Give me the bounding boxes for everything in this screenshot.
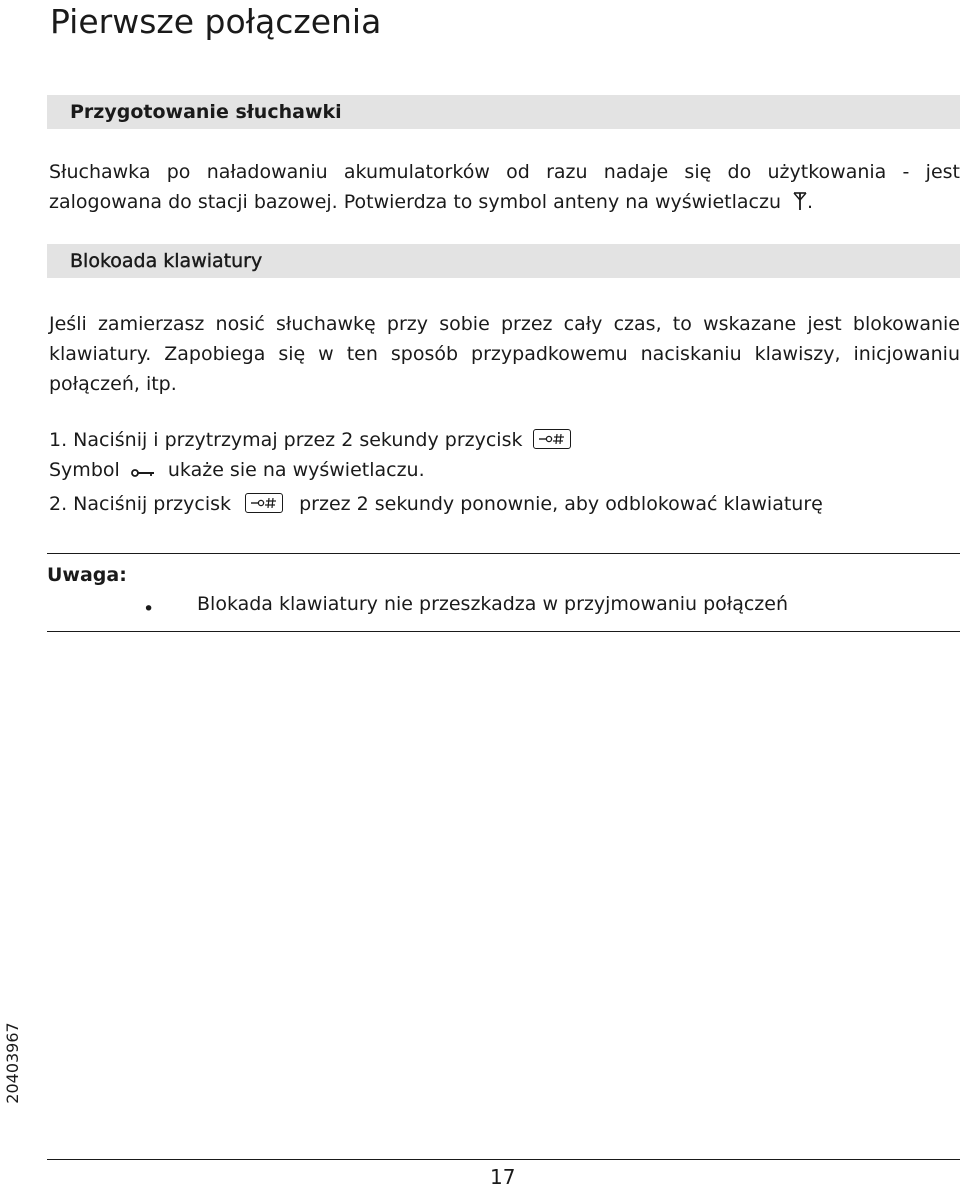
section-heading: Przygotowanie słuchawki bbox=[70, 101, 342, 123]
bullet: • bbox=[143, 598, 155, 620]
footer-divider bbox=[47, 1159, 960, 1160]
page-number: 17 bbox=[490, 1165, 516, 1189]
antenna-icon bbox=[793, 191, 807, 211]
page-title: Pierwsze połączenia bbox=[50, 2, 382, 41]
text-line-part: . bbox=[807, 191, 814, 213]
divider bbox=[47, 631, 960, 632]
steps bbox=[49, 425, 960, 519]
section2-paragraph bbox=[49, 309, 960, 399]
section1-paragraph bbox=[49, 157, 960, 217]
key-lock-button-icon bbox=[245, 493, 283, 513]
document-number: 20403967 bbox=[3, 1022, 22, 1104]
text-line: Jeśli zamierzasz nosić słuchawkę przy sobie przez cały czas, to wskazane jest blokowanie bbox=[49, 313, 960, 335]
section-heading: Blokoada klawiatury bbox=[70, 250, 263, 272]
step-2 bbox=[49, 489, 960, 519]
section-heading-bar bbox=[47, 244, 960, 278]
key-lock-button-icon bbox=[533, 429, 571, 449]
step-text: 2. Naciśnij przycisk bbox=[49, 493, 232, 515]
text-line: klawiatury. Zapobiega się w ten sposób przypadkowemu naciskaniu klawiszy, inicjowaniu bbox=[49, 343, 960, 365]
section-heading-bar bbox=[47, 95, 960, 129]
step-text: ukaże sie na wyświetlaczu. bbox=[167, 459, 425, 481]
step-text: Symbol bbox=[49, 459, 120, 481]
text-line bbox=[49, 187, 960, 217]
step-text: przez 2 sekundy ponownie, aby odblokować klawiaturę bbox=[299, 493, 823, 515]
divider bbox=[47, 553, 960, 554]
text-line: Słuchawka po naładowaniu akumulatorków od razu nadaje się do użytkowania - jest bbox=[49, 161, 960, 183]
step-1 bbox=[49, 425, 960, 455]
text-line-part: zalogowana do stacji bazowej. Potwierdza to symbol anteny na wyświetlaczu bbox=[49, 191, 781, 213]
step-text: 1. Naciśnij i przytrzymaj przez 2 sekundy przycisk bbox=[49, 429, 523, 451]
key-symbol-icon bbox=[130, 466, 156, 478]
text-line: połączeń, itp. bbox=[49, 373, 177, 395]
step-1-result bbox=[49, 455, 960, 485]
note-label: Uwaga: bbox=[47, 564, 127, 586]
note-text: Blokada klawiatury nie przeszkadza w przyjmowaniu połączeń bbox=[197, 593, 788, 615]
